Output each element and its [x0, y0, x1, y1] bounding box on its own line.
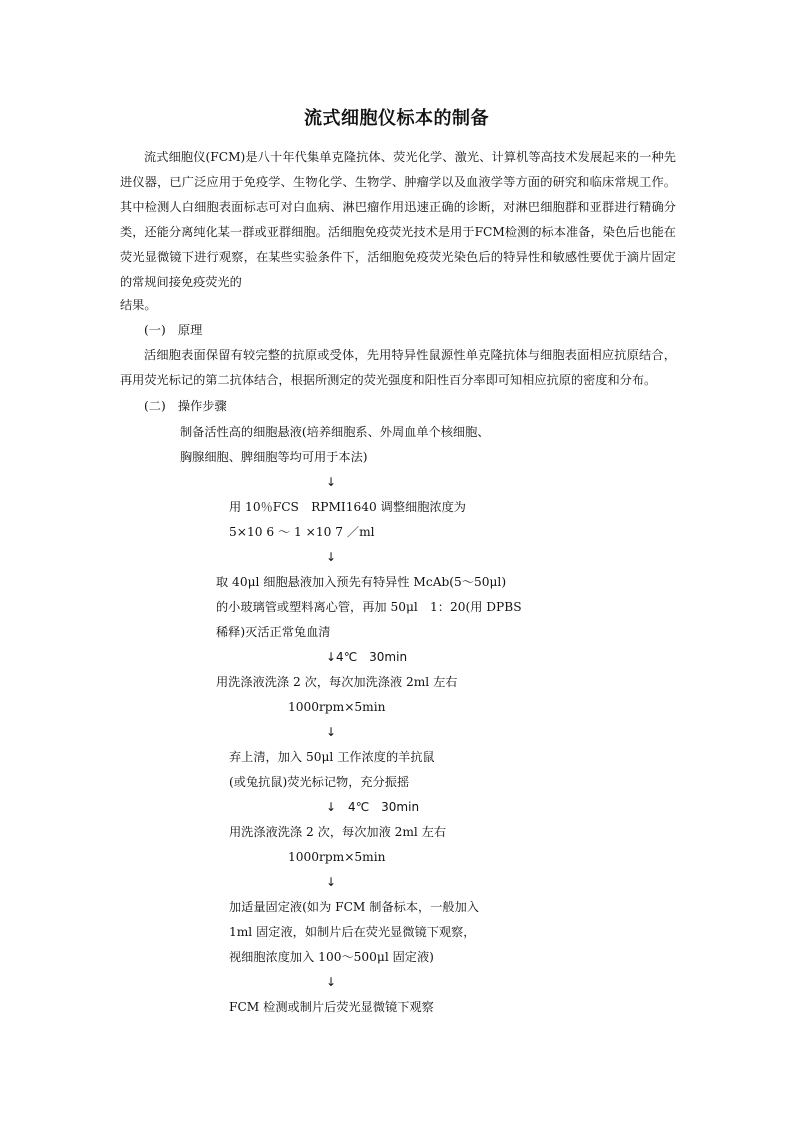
step-1-line-2: 胸腺细胞、脾细胞等均可用于本法) [180, 450, 368, 464]
step-2-line-2: 5×10 6 ～ 1 ×10 7 ／ml [229, 525, 375, 539]
step-3-line-2: 的小玻璃管或塑料离心管，再加 50μl 1：20(用 DPBS [216, 600, 522, 614]
principle-paragraph: 活细胞表面保留有较完整的抗原或受体，先用特异性鼠源性单克隆抗体与细胞表面相应抗原结合，再用荧光标记的第二抗体结合，根据所测定的荧光强度和阳性百分率即可知相应抗原的密度和分布。 [120, 348, 676, 387]
intro-tail: 结果。 [120, 298, 157, 312]
down-arrow-incubation: ↓4℃ 30min [326, 650, 408, 664]
step-5-line-1: 弃上清，加入 50μl 工作浓度的羊抗鼠 [229, 750, 435, 764]
step-2-line-1: 用 10％FCS RPMI1640 调整细胞浓度为 [229, 500, 466, 514]
step-6-line-2: 1000rpm×5min [288, 850, 386, 864]
down-arrow-icon: ↓ [326, 725, 337, 739]
down-arrow-icon: ↓ [326, 550, 337, 564]
step-3-line-3: 稀释)灭活正常兔血清 [216, 625, 331, 639]
step-4-line-2: 1000rpm×5min [288, 700, 386, 714]
step-7-line-3: 视细胞浓度加入 100～500μl 固定液) [229, 950, 434, 964]
step-1-line-1: 制备活性高的细胞悬液(培养细胞系、外周血单个核细胞、 [180, 425, 490, 439]
down-arrow-icon: ↓ [326, 975, 337, 989]
down-arrow-incubation: ↓ 4℃ 30min [326, 800, 420, 814]
section-heading-principle: (一) 原理 [144, 323, 203, 337]
page-title: 流式细胞仪标本的制备 [304, 108, 489, 129]
intro-paragraph: 流式细胞仪(FCM)是八十年代集单克隆抗体、荧光化学、激光、计算机等高技术发展起来的一种先进仪器，已广泛应用于免疫学、生物化学、生物学、肿瘤学以及血液学等方面的研究和临床常规工作。其中检测人白细胞表面标志可对白血病、淋巴瘤作用迅速正确的诊断，对淋巴细胞群和亚群进行精确分类，还能分离纯化某一群或亚群细胞。活细胞免疫荧光技术是用于FCM检测的标本准备，染色后也能在荧光显微镜下进行观察，在某些实验条件下，活细胞免疫荧光染色后的特异性和敏感性要优于滴片固定的常规间接免疫荧光的 [120, 150, 676, 289]
step-6-line-1: 用洗涤液洗涤 2 次，每次加液 2ml 左右 [229, 825, 447, 839]
step-7-line-2: 1ml 固定液，如制片后在荧光显微镜下观察， [229, 925, 476, 939]
section-heading-procedure: (二) 操作步骤 [144, 399, 227, 413]
step-3-line-1: 取 40μl 细胞悬液加入预先有特异性 McAb(5～50μl) [216, 575, 507, 589]
step-4-line-1: 用洗涤液洗涤 2 次，每次加洗涤液 2ml 左右 [216, 675, 458, 689]
down-arrow-icon: ↓ [326, 875, 337, 889]
step-5-line-2: (或兔抗鼠)荧光标记物，充分振摇 [229, 775, 410, 789]
down-arrow-icon: ↓ [326, 475, 337, 489]
step-8-line-1: FCM 检测或制片后荧光显微镜下观察 [229, 1000, 434, 1014]
step-7-line-1: 加适量固定液(如为 FCM 制备标本，一般加入 [229, 900, 479, 914]
